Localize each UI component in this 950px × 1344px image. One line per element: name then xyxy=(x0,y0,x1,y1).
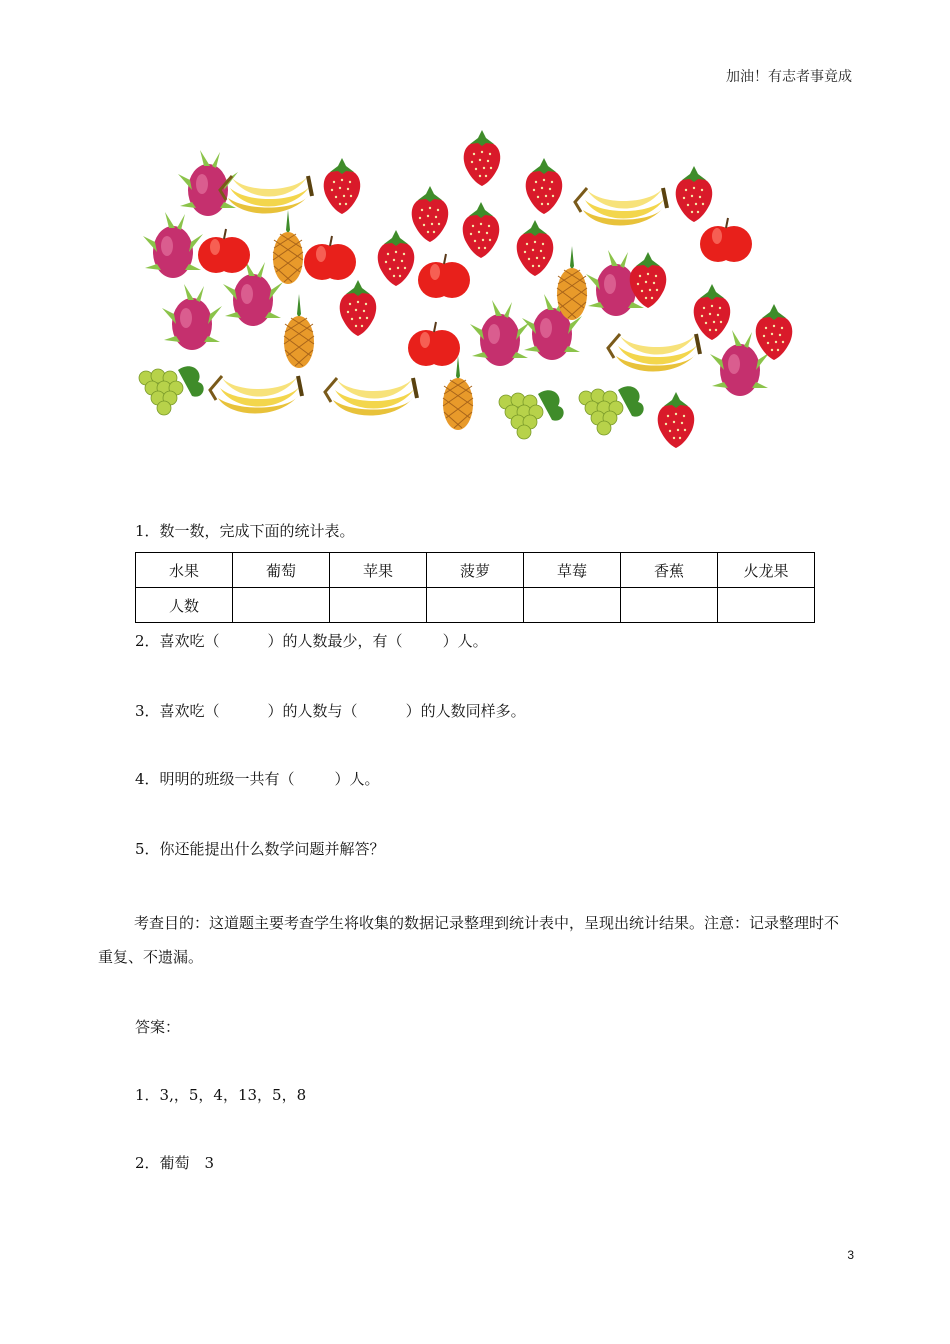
fruit-picture xyxy=(128,118,818,458)
table-cell: 草莓 xyxy=(524,553,621,588)
answer-title: 答案： xyxy=(135,1018,181,1036)
table-row-fruits xyxy=(136,553,815,588)
answer-1: 1．3,，5，4，13，5，8 xyxy=(135,1086,307,1104)
answer-2: 2．葡萄 3 xyxy=(135,1154,215,1172)
question-text: ）的人数同样多。 xyxy=(405,702,526,720)
question-text: ）人。 xyxy=(334,770,380,788)
question-3 xyxy=(135,700,526,721)
empty-answer-cell[interactable] xyxy=(621,588,718,623)
question-5: 5．你还能提出什么数学问题并解答？ xyxy=(135,840,385,858)
header-motto: 加油！有志者事竟成 xyxy=(726,69,852,85)
question-1: 1．数一数，完成下面的统计表。 xyxy=(135,522,355,540)
question-text: 2．喜欢吃（ xyxy=(135,632,220,650)
table-cell: 水果 xyxy=(136,553,233,588)
table-cell: 菠萝 xyxy=(427,553,524,588)
test-purpose: 考查目的：这道题主要考查学生将收集的数据记录整理到统计表中，呈现出统计结果。注意：记录整理时不重复、不遗漏。 xyxy=(98,914,840,966)
empty-answer-cell[interactable] xyxy=(330,588,427,623)
empty-answer-cell[interactable] xyxy=(427,588,524,623)
question-4 xyxy=(135,768,380,789)
question-text: ）的人数与（ xyxy=(267,702,358,720)
question-text: 4．明明的班级一共有（ xyxy=(135,770,295,788)
question-text: ）的人数最少，有（ xyxy=(267,632,403,650)
table-cell: 香蕉 xyxy=(621,553,718,588)
question-text: ）人。 xyxy=(442,632,488,650)
table-row-counts xyxy=(136,588,815,623)
statistics-table xyxy=(135,552,815,623)
table-cell: 人数 xyxy=(136,588,233,623)
table-cell: 葡萄 xyxy=(233,553,330,588)
empty-answer-cell[interactable] xyxy=(524,588,621,623)
table-cell: 苹果 xyxy=(330,553,427,588)
page-number: 3 xyxy=(847,1248,854,1262)
question-2 xyxy=(135,630,488,651)
table-cell: 火龙果 xyxy=(718,553,815,588)
question-text: 3．喜欢吃（ xyxy=(135,702,220,720)
empty-answer-cell[interactable] xyxy=(718,588,815,623)
empty-answer-cell[interactable] xyxy=(233,588,330,623)
